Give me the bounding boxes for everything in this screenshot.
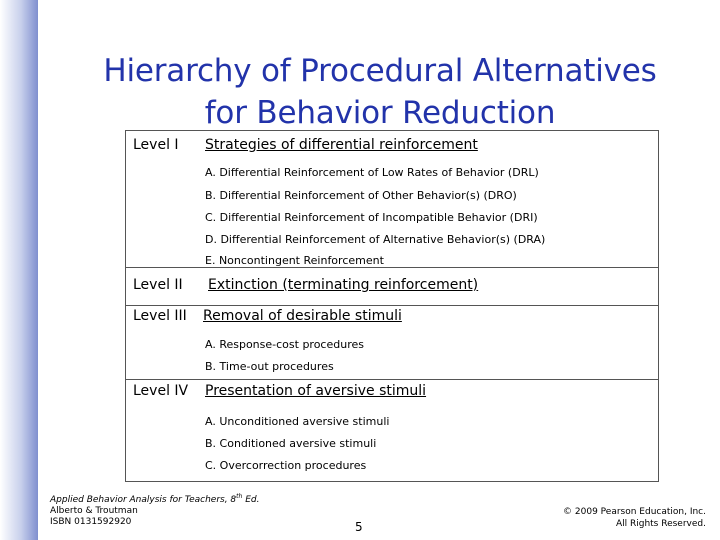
page-number: 5 xyxy=(355,520,363,534)
footer-copyright xyxy=(563,506,706,530)
footer-book-title-text: Applied Behavior Analysis for Teachers, 8 xyxy=(50,495,237,505)
level-3-heading: Removal of desirable stimuli xyxy=(203,308,402,324)
level-4-item: A. Unconditioned aversive stimuli xyxy=(205,415,390,428)
level-3-item: A. Response-cost procedures xyxy=(205,338,364,351)
footer-edition-sup: th xyxy=(236,493,243,500)
slide-title-line-1: Hierarchy of Procedural Alternatives xyxy=(103,53,657,89)
level-4-heading: Presentation of aversive stimuli xyxy=(205,383,427,399)
level-2-label: Level II xyxy=(133,277,183,293)
footer-copyright-line: © 2009 Pearson Education, Inc. xyxy=(563,507,706,517)
slide-title-line-2: for Behavior Reduction xyxy=(204,95,556,131)
level-4-section xyxy=(126,379,658,481)
level-1-item: B. Differential Reinforcement of Other Behavior(s) (DRO) xyxy=(205,189,517,202)
level-1-item: C. Differential Reinforcement of Incompatible Behavior (DRI) xyxy=(205,211,538,224)
level-1-item: A. Differential Reinforcement of Low Rates of Behavior (DRL) xyxy=(205,166,539,179)
level-4-item: B. Conditioned aversive stimuli xyxy=(205,437,377,450)
footer-isbn: ISBN 0131592920 xyxy=(50,517,132,527)
level-4-label: Level IV xyxy=(133,383,189,399)
footer-authors: Alberto & Troutman xyxy=(50,506,138,516)
footer-book-title xyxy=(50,491,259,506)
side-gradient-bar xyxy=(0,0,38,540)
level-1-heading: Strategies of differential reinforcement xyxy=(205,137,478,153)
level-1-section xyxy=(126,131,658,268)
hierarchy-table xyxy=(125,130,659,482)
slide-title xyxy=(60,50,700,134)
level-1-label: Level I xyxy=(133,137,179,153)
footer-rights-line: All Rights Reserved. xyxy=(615,519,706,529)
level-2-section xyxy=(126,267,658,306)
level-1-item: D. Differential Reinforcement of Alternative Behavior(s) (DRA) xyxy=(205,233,546,246)
level-3-section xyxy=(126,305,658,380)
level-3-item: B. Time-out procedures xyxy=(205,360,334,373)
footer-edition-suffix: Ed. xyxy=(242,495,260,505)
level-2-heading: Extinction (terminating reinforcement) xyxy=(208,277,479,293)
level-1-item: E. Noncontingent Reinforcement xyxy=(205,254,384,267)
level-4-item: C. Overcorrection procedures xyxy=(205,459,367,472)
footer-citation xyxy=(50,491,259,528)
level-3-label: Level III xyxy=(133,308,187,324)
